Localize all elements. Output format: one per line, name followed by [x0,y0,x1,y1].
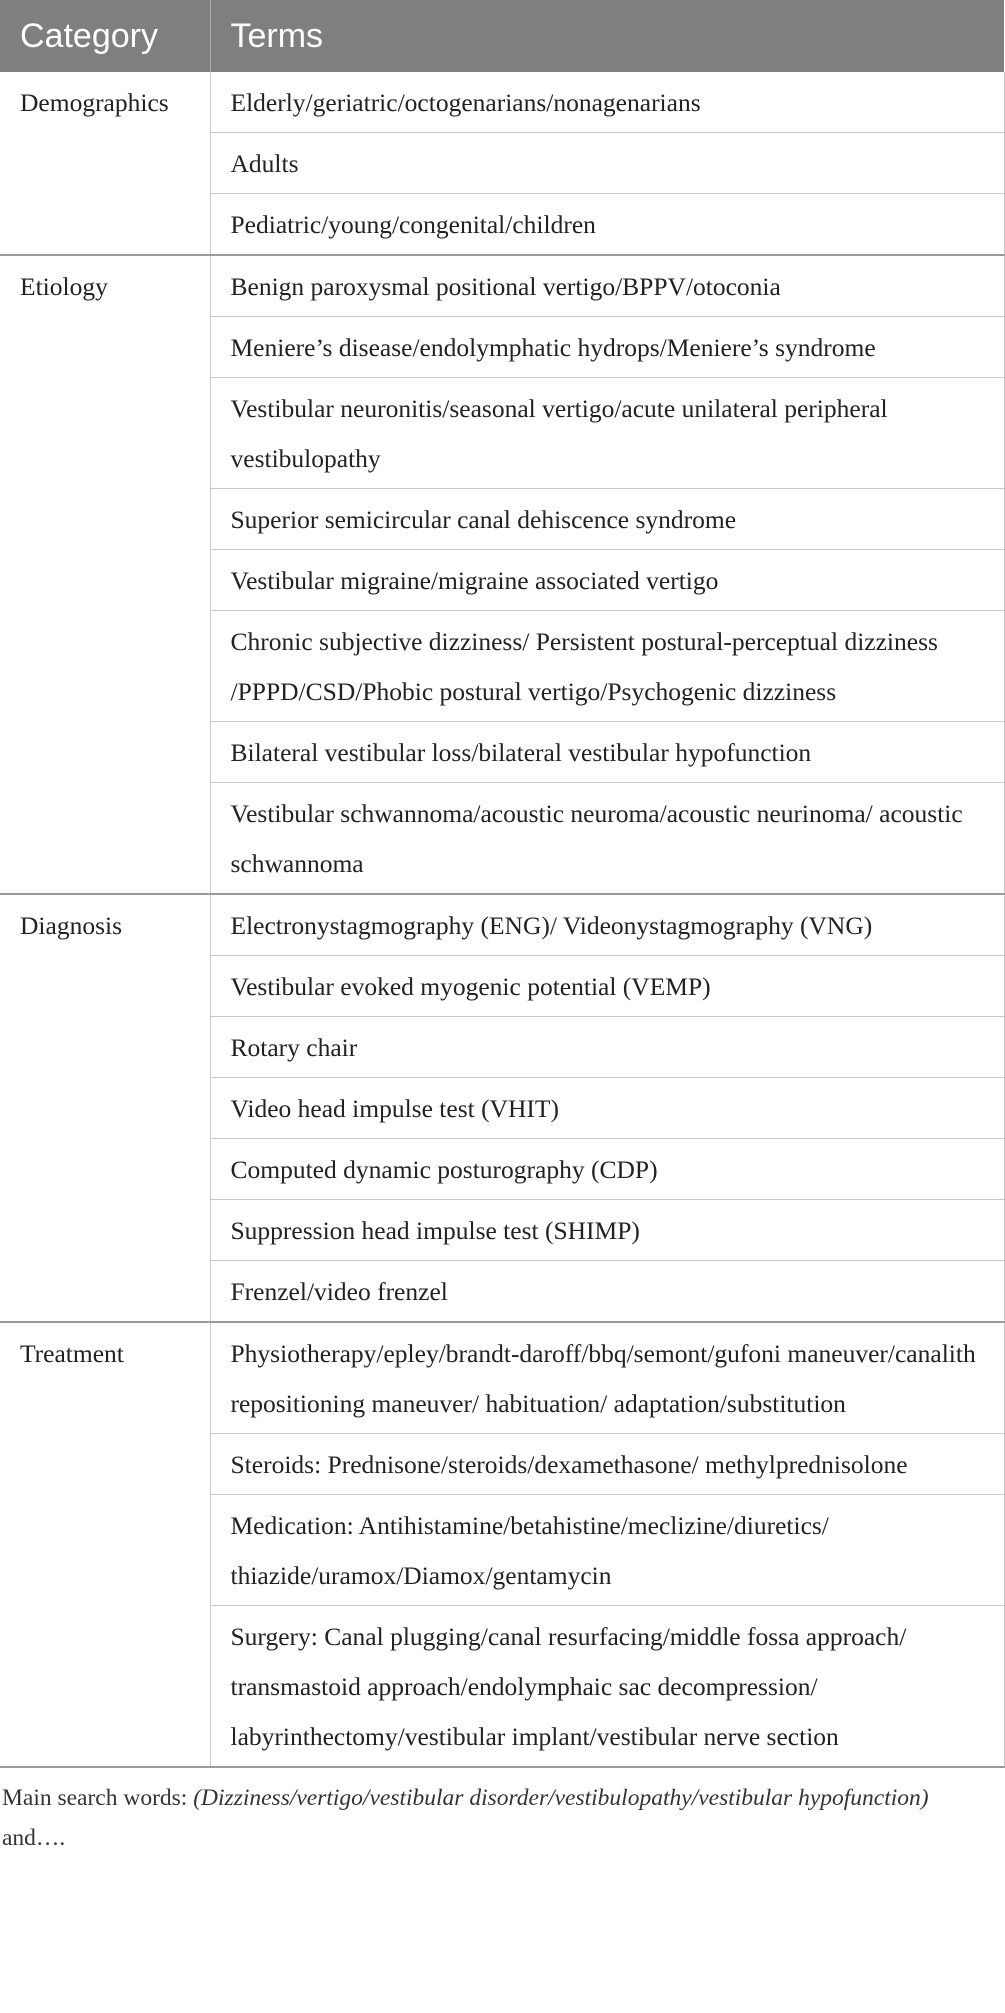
table-row [0,1322,1004,1434]
term-cell: Medication: Antihistamine/betahistine/meclizine/diuretics/ thiazide/uramox/Diamox/gentamycin [210,1495,1004,1606]
footnote-emphasis: (Dizziness/vertigo/vestibular disorder/vestibulopathy/vestibular hypofunction) [193,1785,929,1811]
term-cell: Video head impulse test (VHIT) [210,1078,1004,1139]
table-body [0,72,1004,1767]
category-cell: Etiology [0,255,210,894]
term-cell: Suppression head impulse test (SHIMP) [210,1200,1004,1261]
term-cell: Frenzel/video frenzel [210,1261,1004,1323]
term-cell: Meniere’s disease/endolymphatic hydrops/Meniere’s syndrome [210,317,1004,378]
term-cell: Surgery: Canal plugging/canal resurfacing/middle fossa approach/ transmastoid approach/endolymphaic sac decompression/ labyrinthectomy/vestibular implant/vestibular nerve section [210,1606,1004,1768]
category-cell: Demographics [0,72,210,255]
table-row [0,255,1004,317]
term-cell: Vestibular neuronitis/seasonal vertigo/acute unilateral peripheral vestibulopathy [210,378,1004,489]
table-footnote [0,1768,992,1858]
term-cell: Vestibular evoked myogenic potential (VEMP) [210,956,1004,1017]
term-cell: Physiotherapy/epley/brandt-daroff/bbq/semont/gufoni maneuver/canalith repositioning maneuver/ habituation/ adaptation/substitution [210,1322,1004,1434]
header-row [0,0,1004,72]
table-header [0,0,1004,72]
term-cell: Electronystagmography (ENG)/ Videonystagmography (VNG) [210,894,1004,956]
term-cell: Superior semicircular canal dehiscence syndrome [210,489,1004,550]
term-cell: Vestibular migraine/migraine associated vertigo [210,550,1004,611]
category-cell: Treatment [0,1322,210,1767]
table-row [0,894,1004,956]
category-cell: Diagnosis [0,894,210,1322]
term-cell: Rotary chair [210,1017,1004,1078]
header-category: Category [0,0,210,72]
header-terms: Terms [210,0,1004,72]
term-cell: Elderly/geriatric/octogenarians/nonagenarians [210,72,1004,133]
term-cell: Bilateral vestibular loss/bilateral vestibular hypofunction [210,722,1004,783]
term-cell: Steroids: Prednisone/steroids/dexamethasone/ methylprednisolone [210,1434,1004,1495]
footnote-suffix: and…. [2,1825,66,1851]
footnote-prefix: Main search words: [2,1785,194,1811]
term-cell: Adults [210,133,1004,194]
term-cell: Benign paroxysmal positional vertigo/BPPV/otoconia [210,255,1004,317]
term-cell: Vestibular schwannoma/acoustic neuroma/acoustic neurinoma/ acoustic schwannoma [210,783,1004,895]
term-cell: Chronic subjective dizziness/ Persistent postural-perceptual dizziness /PPPD/CSD/Phobic postural vertigo/Psychogenic dizziness [210,611,1004,722]
term-cell: Pediatric/young/congenital/children [210,194,1004,256]
table-row [0,72,1004,133]
term-cell: Computed dynamic posturography (CDP) [210,1139,1004,1200]
